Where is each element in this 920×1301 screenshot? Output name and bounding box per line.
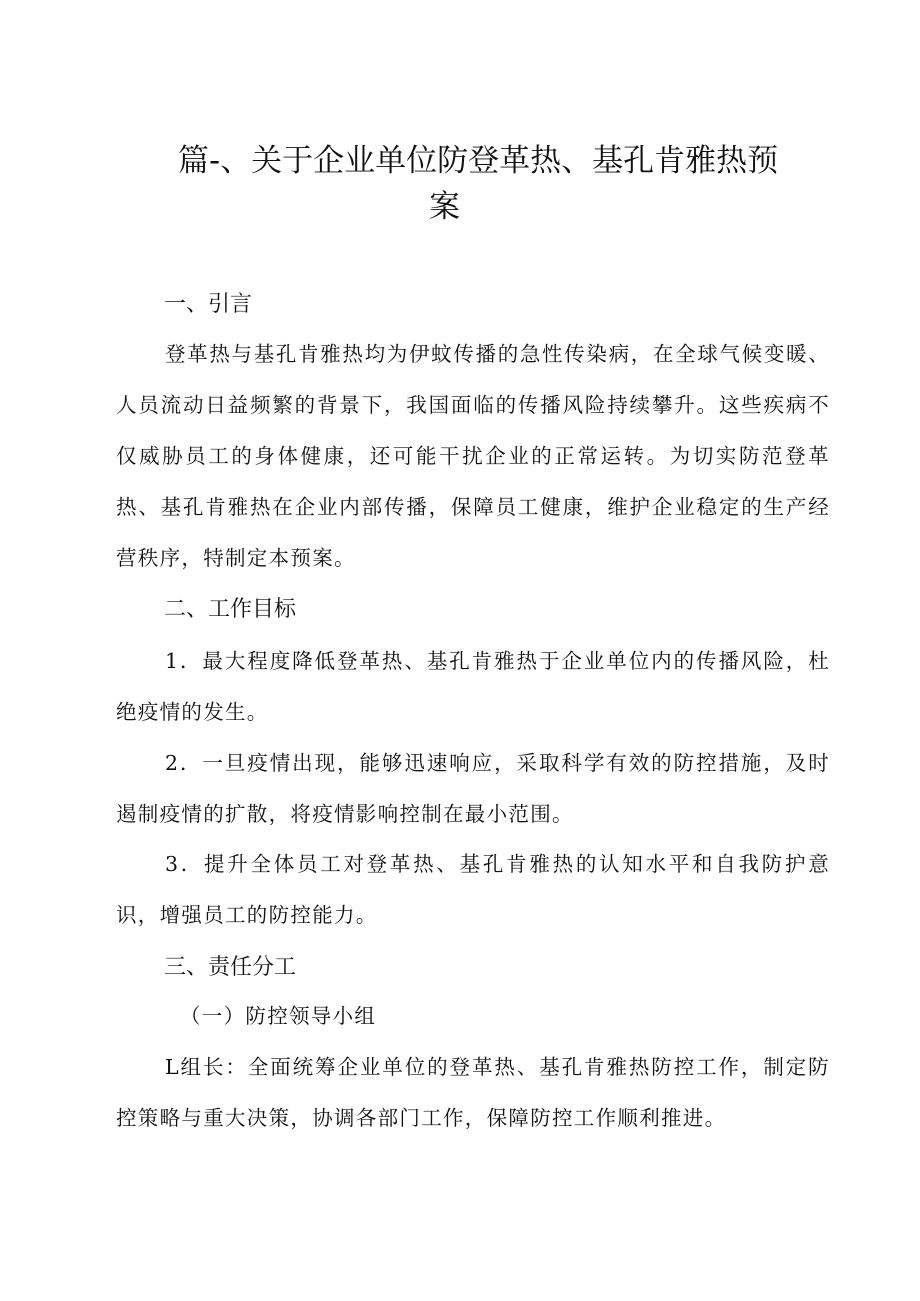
- intro-paragraph: 登革热与基孔肯雅热均为伊蚊传播的急性传染病，在全球气候变暖、人员流动日益频繁的背景下，我国面临的传播风险持续攀升。这些疾病不仅威胁员工的身体健康，还可能干扰企业的正常运转。为切实防范登革热、基孔肯雅热在企业内部传播，保障员工健康，维护企业稳定的生产经营秩序，特制定本预案。: [116, 342, 830, 570]
- title-line-1: 篇-、关于企业单位防登革热、基孔肯雅热预: [178, 143, 779, 179]
- subheading-leadership-group: （一）防控领导小组: [180, 1004, 377, 1028]
- section-heading-responsibilities: 三、责任分工: [164, 955, 297, 980]
- section-heading-introduction: 一、引言: [164, 292, 253, 317]
- title-line-2: 案: [429, 189, 460, 225]
- section-heading-goals: 二、工作目标: [164, 597, 297, 622]
- goal-item-3: 3．提升全体员工对登革热、基孔肯雅热的认知水平和自我防护意识，增强员工的防控能力。: [116, 852, 830, 927]
- team-leader-paragraph: L组长：全面统筹企业单位的登革热、基孔肯雅热防控工作，制定防控策略与重大决策，协调各部门工作，保障防控工作顺利推进。: [116, 1055, 830, 1130]
- goal-item-2: 2．一旦疫情出现，能够迅速响应，采取科学有效的防控措施，及时遏制疫情的扩散，将疫情影响控制在最小范围。: [116, 751, 830, 826]
- goal-item-1: 1．最大程度降低登革热、基孔肯雅热于企业单位内的传播风险，杜绝疫情的发生。: [116, 649, 830, 724]
- document-title: [160, 138, 820, 230]
